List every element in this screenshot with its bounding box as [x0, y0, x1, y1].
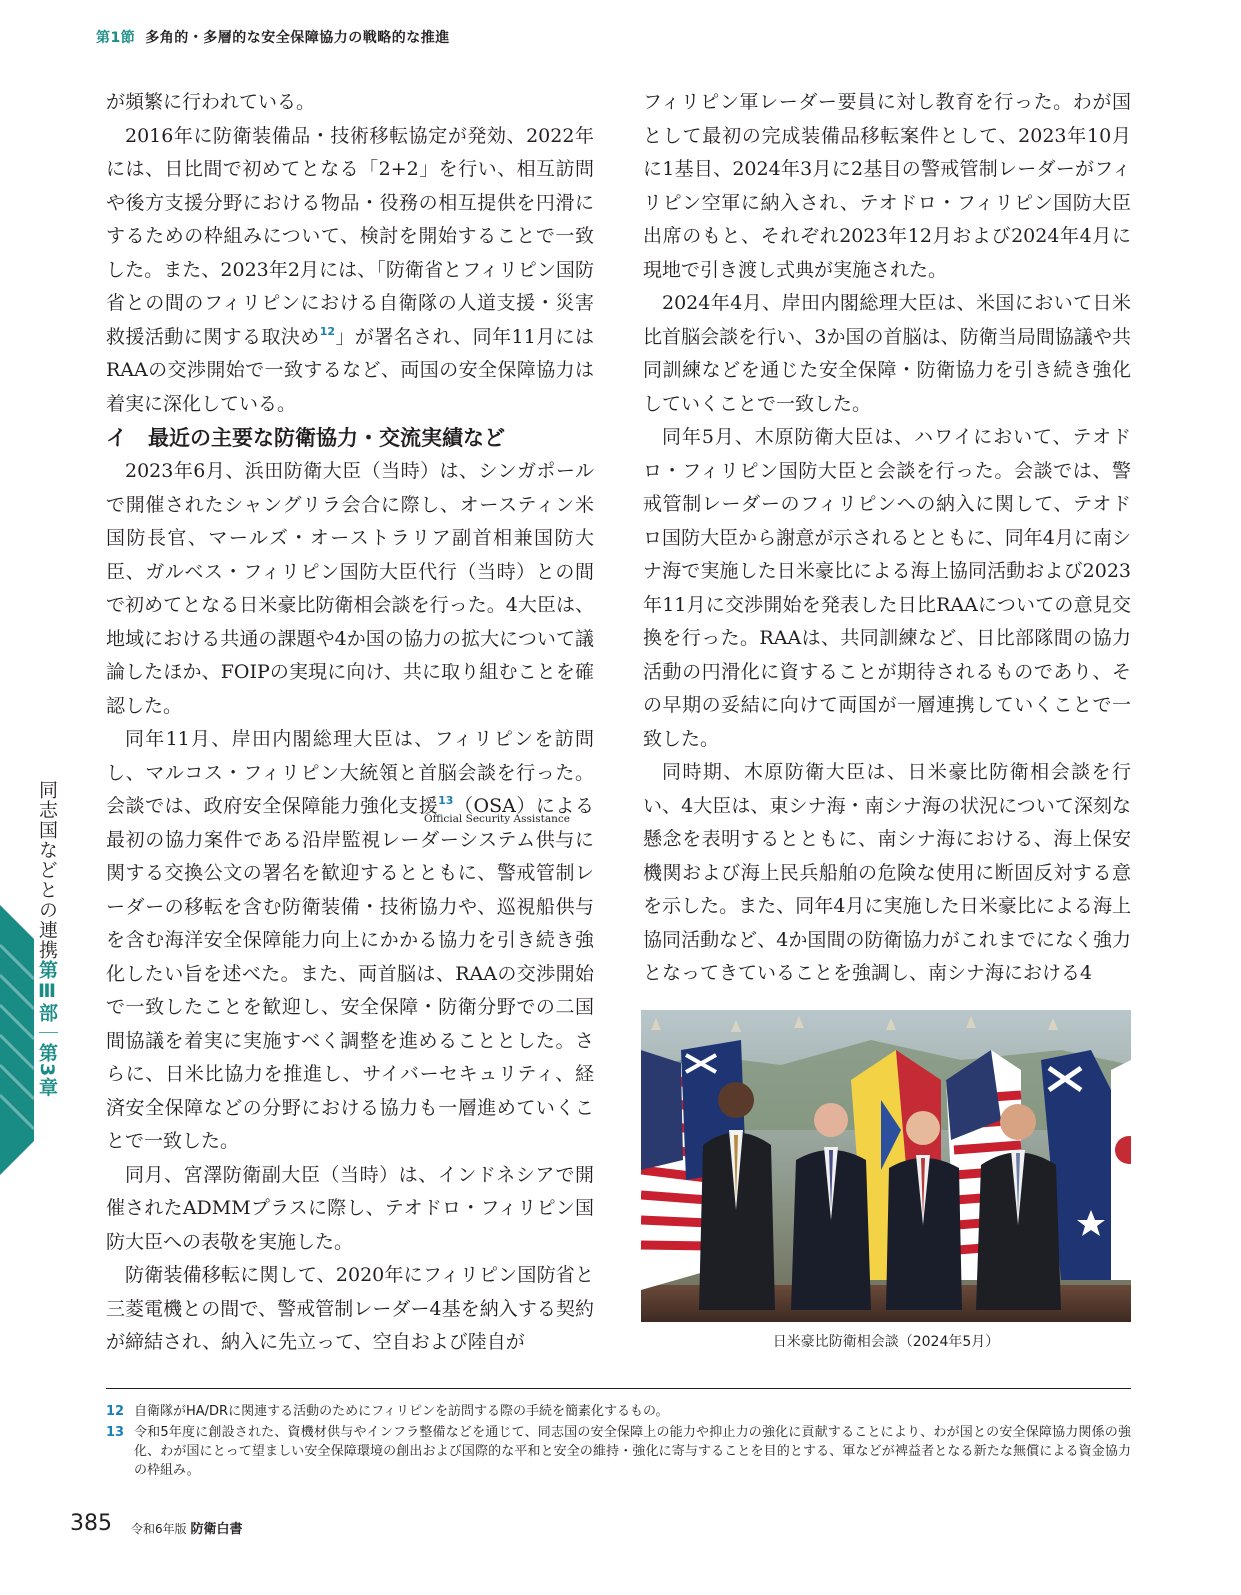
footnote-number: 12 [106, 1404, 125, 1419]
footnote-ref-13[interactable]: 13 [438, 794, 454, 807]
chapter-side-label [30, 780, 64, 1097]
paragraph: 2024年4月、岸田内閣総理大臣は、米国において日米比首脳会談を行い、3か国の首脳は、防衛当局間協議や共同訓練などを通じた安全保障・防衛協力を引き続き強化していくことで一致した。 [643, 292, 1131, 415]
paragraph-text: （OSA）による最初の協力案件である沿岸監視レーダーシステム供与に関する交換公文の署名を歓迎するとともに、警戒管制レーダーの移転を含む防衛装備・技術協力や、巡視船供与を含む海洋安全保障能力向上にかかる協力を引き続き強化したい旨を述べた。また、両首脳は、RAAの交渉開始で一致したことを歓迎し、安全保障・防衛分野での二国間協議を着実に実施すべく調整を進めることとした。さらに、日米比協力を推進し、サイバーセキュリティ、経済安全保障などの分野における協力も一層進めていくことで一致した。 [106, 795, 594, 1152]
running-header [96, 27, 450, 47]
meeting-photo [641, 1010, 1131, 1322]
paragraph-text: 2016年に防衛装備品・技術移転協定が発効、2022年には、日比間で初めてとなる「2+2」を行い、相互訪問や後方支援分野における物品・役務の相互提供を円滑にするための枠組みについて、検討を開始することで一致した。また、2023年2月には、「防衛省とフィリピン国防省との間のフィリピンにおける自衛隊の人道支援・災害救援活動に関する取決め [106, 124, 594, 348]
subheading: イ 最近の主要な防衛協力・交流実績など [106, 426, 505, 450]
paragraph: 同時期、木原防衛大臣は、日米豪比防衛相会談を行い、4大臣は、東シナ海・南シナ海の状況について深刻な懸念を表明するとともに、南シナ海における、海上保安機関および海上民兵船舶の危険な使用に断固反対する意を示した。また、同年4月に実施した日米豪比による海上協同活動など、4か国間の防衛協力がこれまでになく強力となってきていることを強調し、南シナ海における4 [643, 761, 1131, 984]
paragraph: 同年5月、木原防衛大臣は、ハワイにおいて、テオドロ・フィリピン国防大臣と会談を行った。会談では、警戒管制レーダーのフィリピンへの納入に関して、テオドロ国防大臣から謝意が示されるとともに、同年4月に南シナ海で実施した日米豪比による海上協同活動および2023年11月に交渉開始を発表した日比RAAについての意見交換を行った。RAAは、共同訓練など、日比部隊間の協力活動の円滑化に資することが期待されるものであり、その早期の妥結に向けて両国が一層連携していくことで一致した。 [643, 426, 1131, 750]
paragraph-text: 同年11月、岸田内閣総理大臣は、フィリピンを訪問し、マルコス・フィリピン大統領と首脳会談を行った。会談では、政府安全保障能力強化支援 [106, 728, 594, 817]
paragraph: 防衛装備移転に関して、2020年にフィリピン国防省と三菱電機との間で、警戒管制レーダー4基を納入する契約が締結され、納入に先立って、空自および陸自が [106, 1264, 594, 1353]
paragraph [106, 120, 594, 422]
edition-label: 令和6年版 [131, 1522, 187, 1536]
photo-caption: 日米豪比防衛相会談（2024年5月） [772, 1334, 1000, 1350]
side-label-text: 同志国などとの連携 [36, 780, 58, 960]
book-title [131, 1518, 242, 1537]
left-column [106, 86, 594, 1360]
paragraph: 同月、宮澤防衛副大臣（当時）は、インドネシアで開催されたADMMプラスに際し、テオドロ・フィリピン国防大臣への表敬を実施した。 [106, 1163, 594, 1253]
part-label: 第Ⅲ部 [36, 960, 58, 1023]
japan-flag [1111, 1060, 1131, 1280]
paragraph: 2023年6月、浜田防衛大臣（当時）は、シンガポールで開催されたシャングリラ会合に際し、オースティン米国防長官、マールズ・オーストラリア副首相兼国防大臣、ガルベス・フィリピン国防大臣代行（当時）との間で初めてとなる日米豪比防衛相会談を行った。4大臣は、地域における共通の課題や4か国の協力の拡大について議論したほか、FOIPの実現に向け、共に取り組むことを確認した。 [106, 460, 594, 717]
footnote-text: 自衛隊がHA/DRに関連する活動のためにフィリピンを訪問する際の手続を簡素化するもの。 [134, 1404, 669, 1419]
book-name: 防衛白書 [190, 1522, 243, 1537]
paragraph: が頻繁に行われている。 [106, 91, 316, 113]
footnote-12 [106, 1402, 1131, 1421]
side-divider: ｜ [36, 1023, 58, 1043]
paragraph [106, 723, 594, 1159]
paragraph-text: 」が署名され、同年11月にはRAAの交渉開始で一致するなど、両国の安全保障協力は着実に深化している。 [106, 325, 594, 415]
section-title: 多角的・多層的な安全保障協力の戦略的な推進 [145, 30, 450, 46]
footnote-number: 13 [106, 1425, 125, 1440]
chapter-label: 第3章 [36, 1043, 58, 1098]
section-number: 第1節 [96, 30, 136, 46]
footnote-text: 令和5年度に創設された、資機材供与やインフラ整備などを通じて、同志国の安全保障上の能力や抑止力の強化に貢献することにより、わが国との安全保障協力関係の強化、わが国にとって望ましい安全保障環境の創出および国際的な平和と安全の維持・強化に寄与することを目的とする、軍などが裨益者となる新たな無償による資金協力の枠組み。 [134, 1425, 1131, 1478]
osa-ruby-annotation: Official Security Assistance [424, 813, 570, 825]
footnote-divider [106, 1388, 1131, 1389]
page-number: 385 [70, 1511, 112, 1536]
footnote-13 [106, 1423, 1131, 1480]
footnotes [106, 1402, 1131, 1482]
footnote-ref-12[interactable]: 12 [319, 324, 336, 338]
paragraph: フィリピン軍レーダー要員に対し教育を行った。わが国として最初の完成装備品移転案件として、2023年10月に1基目、2024年3月に2基目の警戒管制レーダーがフィリピン空軍に納入され、テオドロ・フィリピン国防大臣出席のもと、それぞれ2023年12月および2024年4月に現地で引き渡し式典が実施された。 [643, 91, 1131, 281]
chapter-side-tab [0, 905, 34, 1175]
right-column [643, 86, 1131, 991]
